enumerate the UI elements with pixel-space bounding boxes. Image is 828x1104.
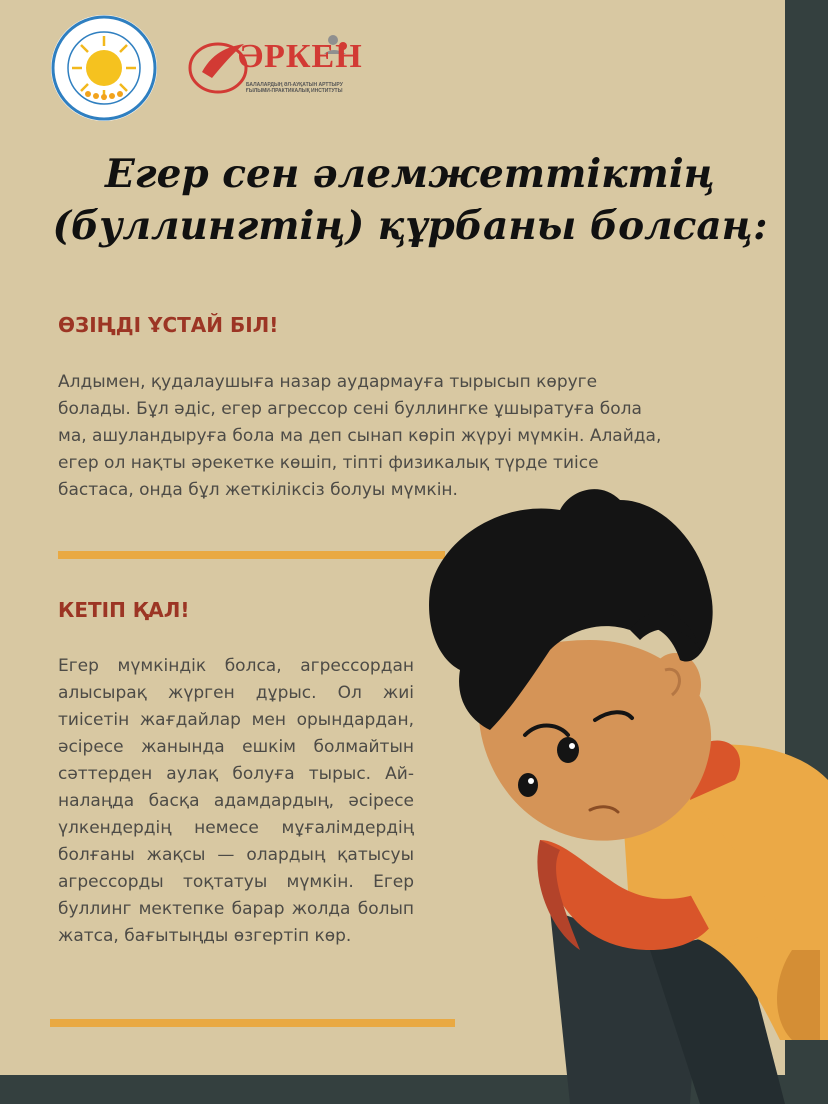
title-line-2: (буллингтің) құрбаны болсаң:: [52, 203, 768, 249]
ministry-logo: [50, 14, 158, 122]
divider-2: [50, 1019, 455, 1027]
section-2-text: Егер мүмкіндік болса, агрессордан алысырақ жүрген дұрыс. Ол жиі тиісетін жағдайлар мен орындардан, әсіресе жанында ешкім болмайтын сәттерден аулақ болуға тырыс. Айналаңда басқа адамдардың, әсіресе үлкендердің немесе мұғалімдердің болғаны жақсы — олардың қатысуы агрессорды тоқтатуы мүмкін. Егер буллинг мектепке барар жолда болып жатса, бағытыңды өзгертіп көр.: [58, 656, 414, 946]
sad-boy-illustration: [400, 480, 828, 1104]
section-1-text: Алдымен, қудалаушыға назар аудармауға тырысып көруге болады. Бұл әдіс, егер агрессор сені буллингке ұшыратуға бола ма, ашуландыруға бола ма деп сынап көріп жүруі мүмкін. Алайда, егер ол нақты әрекетке көшіп, тіпті физикалық түрде тиісе бастаса, онда бұл жеткіліксіз болуы мүмкін.: [58, 372, 662, 500]
orken-name: ӘРКЕН: [238, 38, 363, 75]
title-line-1: Егер сен әлемжеттіктің: [104, 151, 716, 197]
orken-logo: [188, 32, 363, 104]
section-1-heading: ӨЗІҢДІ ҰСТАЙ БІЛ!: [58, 313, 279, 337]
page-title: [40, 148, 780, 252]
divider-1: [58, 551, 445, 559]
section-2-heading: КЕТІП ҚАЛ!: [58, 598, 190, 622]
orken-subtitle: БАЛАЛАРДЫҢ ӘЛ-АУҚАТЫН АРТТЫРУ ҒЫЛЫМИ-ПРАКТИКАЛЫҚ ИНСТИТУТЫ: [246, 82, 343, 94]
